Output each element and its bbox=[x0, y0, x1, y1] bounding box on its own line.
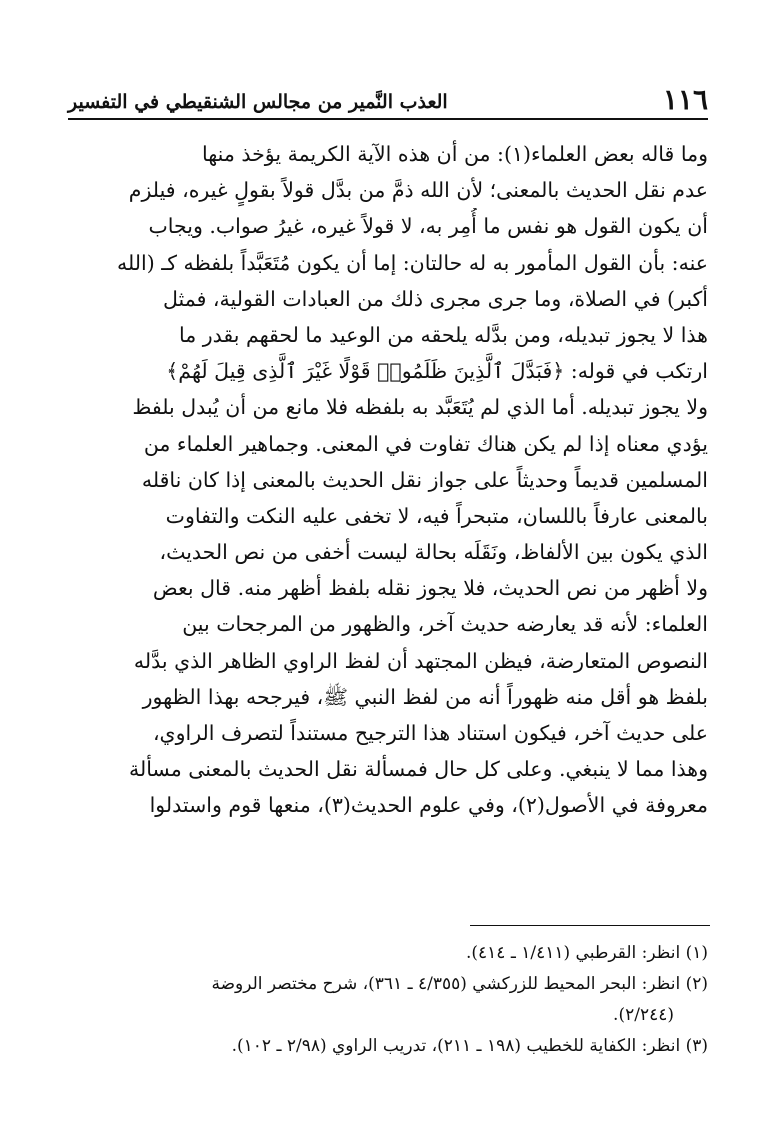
text-line: بالمعنى عارفاً باللسان، متبحراً فيه، لا تخفى عليه النكت والتفاوت bbox=[165, 503, 708, 528]
page-number: ١١٦ bbox=[662, 83, 708, 116]
quran-verse-line: ارتكب في قوله: ﴿فَبَدَّلَ ٱلَّذِينَ ظَلَمُوا۟ قَوْلًا غَيْرَ ٱلَّذِى قِيلَ لَهُمْ﴾ bbox=[166, 359, 708, 384]
text-line: على حديث آخر، فيكون استناد هذا الترجيح مستنداً لتصرف الراوي، bbox=[152, 721, 708, 745]
footnotes bbox=[68, 938, 708, 1062]
header-rule bbox=[68, 118, 708, 120]
footnote-2-continued: (٢/٢٤٤). bbox=[613, 1005, 674, 1025]
text-line: ولا أظهر من نص الحديث، فلا يجوز نقله بلفظ أظهر منه. قال بعض bbox=[152, 576, 708, 601]
text-line: بلفظ هو أقل منه ظهوراً أنه من لفظ النبي ﷺ، فيرجحه بهذا الظهور bbox=[142, 684, 708, 709]
text-line: أن يكون القول هو نفس ما أُمِر به، لا قولاً غيره، غيرُ صواب. ويجاب bbox=[148, 214, 708, 239]
text-line: وهذا مما لا ينبغي. وعلى كل حال فمسألة نقل الحديث بالمعنى مسألة bbox=[128, 757, 708, 782]
running-title: العذب النَّمير من مجالس الشنقيطي في التفسير bbox=[68, 91, 448, 113]
text-line: معروفة في الأصول(٢)، وفي علوم الحديث(٣)، منعها قوم واستدلوا bbox=[149, 793, 708, 818]
text-line: العلماء: لأنه قد يعارضه حديث آخر، والظهور من المرجحات بين bbox=[182, 612, 708, 637]
footnote-separator bbox=[470, 925, 710, 926]
text-line: عدم نقل الحديث بالمعنى؛ لأن الله ذمَّ من بدَّل قولاً بقولٍ غيره، فيلزم bbox=[128, 178, 708, 203]
footnote-1: (١) انظر: القرطبي (١/٤١١ ـ ٤١٤). bbox=[466, 943, 708, 963]
text-line: هذا لا يجوز تبديله، ومن بدَّله يلحقه من الوعيد ما لحقهم بقدر ما bbox=[178, 322, 708, 347]
footnote-2: (٢) انظر: البحر المحيط للزركشي (٤/٣٥٥ ـ ٣٦١)، شرح مختصر الروضة bbox=[211, 974, 708, 994]
text-line: المسلمين قديماً وحديثاً على جواز نقل الحديث بالمعنى إذا كان ناقله bbox=[141, 467, 708, 492]
text-line: ولا يجوز تبديله. أما الذي لم يُتَعَبَّد به بلفظه فلا مانع من أن يُبدل بلفظ bbox=[132, 395, 708, 420]
text-line: الذي يكون بين الألفاظ، ونَقَلَه بحالة ليست أخفى من نص الحديث، bbox=[159, 540, 708, 565]
text-line: عنه: بأن القول المأمور به له حالتان: إما أن يكون مُتَعَبَّداً بلفظه كـ (الله bbox=[116, 250, 708, 275]
text-line: النصوص المتعارضة، فيظن المجتهد أن لفظ الراوي الظاهر الذي بدَّله bbox=[133, 648, 708, 673]
footnote-3: (٣) انظر: الكفاية للخطيب (١٩٨ ـ ٢١١)، تدريب الراوي (٢/٩٨ ـ ١٠٢). bbox=[231, 1036, 708, 1056]
text-line: يؤدي معناه إذا لم يكن هناك تفاوت في المعنى. وجماهير العلماء من bbox=[143, 431, 708, 456]
text-line: أكبر) في الصلاة، وما جرى مجرى ذلك من العبادات القولية، فمثل bbox=[163, 286, 708, 311]
page-header bbox=[68, 80, 708, 114]
main-text bbox=[68, 136, 708, 824]
text-line: وما قاله بعض العلماء(١): من أن هذه الآية الكريمة يؤخذ منها bbox=[201, 142, 708, 166]
